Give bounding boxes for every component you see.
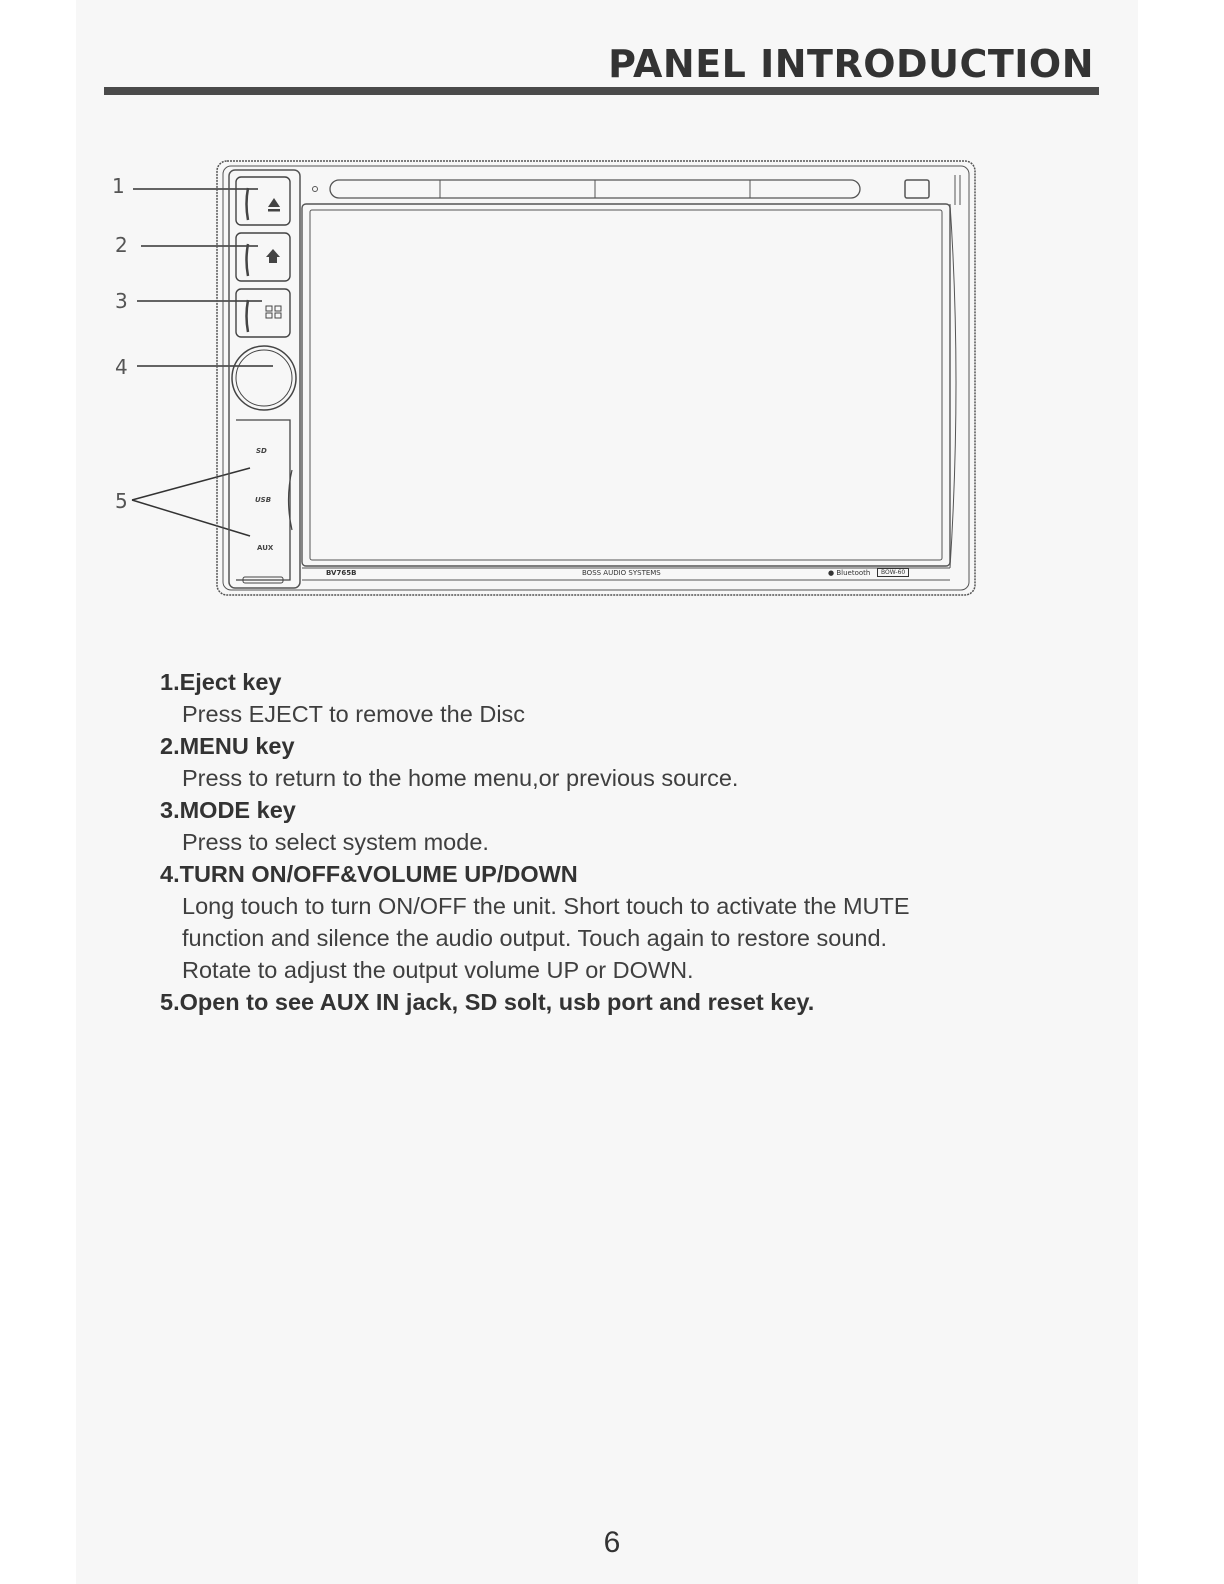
volume-knob (232, 346, 296, 410)
item-heading: 5.Open to see AUX IN jack, SD solt, usb port and reset key. (160, 989, 815, 1015)
item-menu (160, 730, 1060, 794)
usb-label: USB (255, 496, 272, 504)
callout-number-2: 2 (115, 233, 128, 257)
callout-number-5: 5 (115, 489, 128, 513)
home-button (236, 233, 290, 281)
mode-button (236, 289, 290, 337)
leader-line-5a (132, 468, 250, 500)
item-eject (160, 666, 1060, 730)
bluetooth-icon: ● (828, 569, 835, 577)
item-heading: 4.TURN ON/OFF&VOLUME UP/DOWN (160, 861, 578, 887)
badge-logo: BOW-60 (877, 568, 909, 577)
eject-button (236, 177, 290, 225)
item-heading: 3.MODE key (160, 797, 296, 823)
leader-line-5b (132, 500, 250, 536)
bluetooth-logo (828, 569, 870, 577)
callout-leaders (132, 189, 273, 536)
eject-icon (268, 198, 280, 207)
aux-label: AUX (257, 544, 274, 552)
panel-diagram (0, 0, 1224, 620)
item-heading: 2.MENU key (160, 733, 295, 759)
head-unit-drawing (0, 0, 1224, 620)
sd-label: SD (256, 447, 267, 455)
page-title: PANEL INTRODUCTION (608, 42, 1094, 86)
bluetooth-label: Bluetooth (836, 569, 871, 577)
callout-number-3: 3 (115, 289, 128, 313)
home-icon (266, 249, 280, 257)
item-power-volume (160, 858, 1060, 986)
key-descriptions (160, 666, 1060, 1018)
item-body-line: Long touch to turn ON/OFF the unit. Short touch to activate the MUTE (182, 893, 910, 919)
item-body-line: Rotate to adjust the output volume UP or DOWN. (182, 957, 694, 983)
callout-number-1: 1 (112, 174, 125, 198)
model-number: BV765B (326, 569, 357, 577)
unit-frame (217, 161, 975, 595)
item-body-line: function and silence the audio output. Touch again to restore sound. (182, 925, 888, 951)
item-body-line: Press EJECT to remove the Disc (182, 701, 526, 727)
item-body-line: Press to return to the home menu,or previous source. (182, 765, 739, 791)
item-body-line: Press to select system mode. (182, 829, 489, 855)
item-heading: 1.Eject key (160, 669, 282, 695)
item-mode (160, 794, 1060, 858)
item-ports (160, 986, 1060, 1018)
mode-icon (266, 306, 281, 318)
callout-number-4: 4 (115, 355, 128, 379)
brand-name: BOSS AUDIO SYSTEMS (582, 569, 661, 577)
page-number: 6 (603, 1526, 621, 1559)
